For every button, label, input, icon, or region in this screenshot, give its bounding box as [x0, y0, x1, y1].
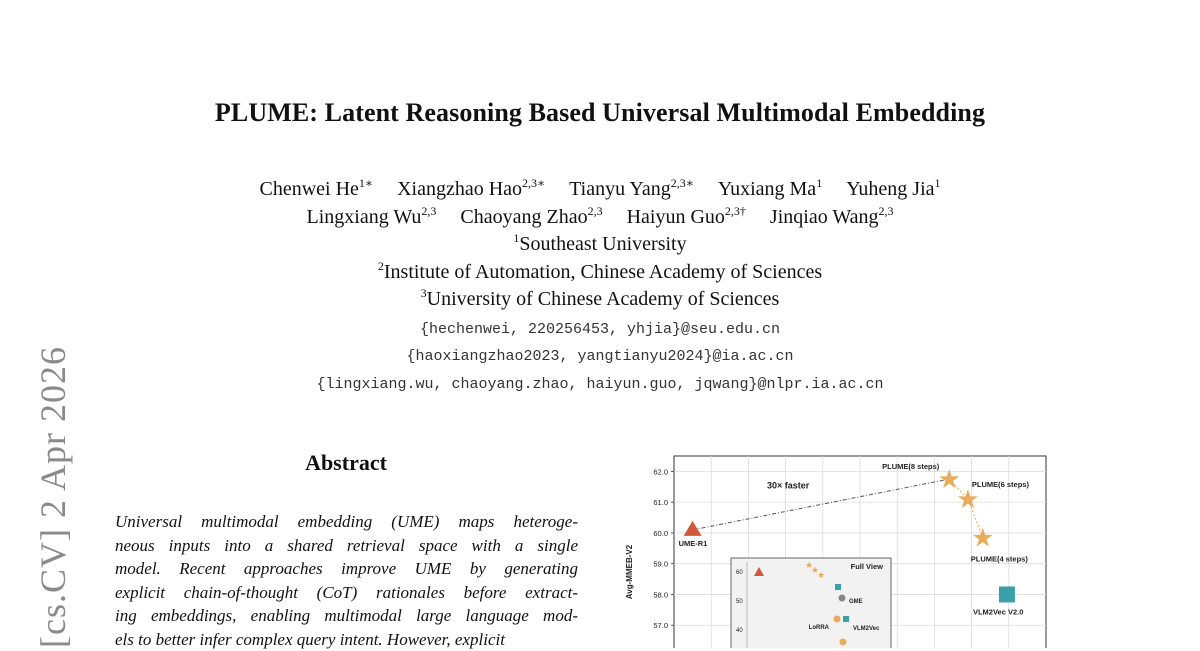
abstract-heading: Abstract	[200, 450, 492, 476]
point-label: PLUME(4 steps)	[971, 555, 1029, 564]
inset-title: Full View	[851, 562, 884, 571]
affiliation-3: $^3$University of Chinese Academy of Sciences	[0, 288, 1200, 311]
abstract-line: neous inputs into a shared retrieval space with a single	[115, 534, 578, 558]
author-name: Lingxiang Wu$^{2,3}$	[306, 206, 436, 228]
paper-title: PLUME: Latent Reasoning Based Universal Multimodal Embedding	[0, 98, 1200, 128]
inset-star-marker: ★	[811, 565, 819, 575]
affiliation-1: $^1$Southeast University	[0, 233, 1200, 256]
author-name: Chenwei $He^{1∗}$	[259, 178, 373, 200]
inset-square-marker	[835, 584, 841, 590]
y-tick-label: 60.0	[653, 529, 668, 538]
point-label: VLM2Vec V2.0	[973, 607, 1023, 616]
point-label: PLUME(8 steps)	[882, 462, 940, 471]
abstract-body	[115, 510, 578, 651]
y-tick-label: 61.0	[653, 498, 668, 507]
abstract-line: model. Recent approaches improve UME by generating	[115, 557, 578, 581]
abstract-line: els to better infer complex query intent. However, explicit	[115, 628, 578, 651]
author-name: Xiangzhao Hao$^{2,3∗}$	[397, 178, 545, 200]
author-name: Haiyun Guo$^{2,3\dagger}$	[627, 206, 746, 228]
arxiv-stamp: [cs.CV] 2 Apr 2026	[32, 346, 74, 648]
point-label: PLUME(6 steps)	[972, 480, 1030, 489]
inset-full-view	[731, 558, 891, 648]
y-axis	[653, 467, 674, 630]
author-name: Yuxiang Ma$^1$	[718, 178, 822, 200]
y-tick-label: 59.0	[653, 560, 668, 569]
authors-line-2	[0, 206, 1200, 229]
authors-line-1	[0, 178, 1200, 201]
inset-y-tick: 60	[736, 570, 743, 576]
inset-label: GME	[849, 599, 863, 605]
inset-label: LoRRA	[809, 625, 830, 631]
inset-circle-marker	[840, 639, 847, 646]
abstract-line: explicit chain-of-thought (CoT) rationales before extract-	[115, 581, 578, 605]
inset-circle-marker	[839, 595, 846, 602]
inset-square-marker	[843, 616, 849, 622]
square-marker	[999, 586, 1015, 602]
y-tick-label: 62.0	[653, 467, 668, 476]
inset-star-marker: ★	[805, 560, 813, 570]
star-marker: ★	[956, 485, 979, 515]
y-tick-label: 57.0	[653, 621, 668, 630]
affiliation-2: $^2$Institute of Automation, Chinese Academy of Sciences	[0, 261, 1200, 284]
y-tick-label: 58.0	[653, 590, 668, 599]
y-axis-label: Avg-MMEB-V2	[625, 544, 634, 599]
inset-label: VLM2Vec	[853, 626, 880, 632]
speedup-annotation: 30× faster	[767, 480, 810, 490]
star-marker: ★	[938, 465, 961, 495]
email-line-1: {hechenwei, 220256453, yhjia}@seu.edu.cn	[0, 321, 1200, 338]
author-name: Chaoyang Zhao$^{2,3}$	[460, 206, 602, 228]
author-name: Yuheng Jia$^1$	[846, 178, 940, 200]
author-name: Tianyu Yang$^{2,3∗}$	[569, 178, 694, 200]
email-line-2: {haoxiangzhao2023, yangtianyu2024}@ia.ac.cn	[0, 348, 1200, 365]
inset-star-marker: ★	[817, 570, 825, 580]
teaser-scatter-chart	[616, 452, 1056, 648]
star-marker: ★	[971, 524, 994, 554]
abstract-line: Universal multimodal embedding (UME) maps heteroge-	[115, 510, 578, 534]
email-line-3: {lingxiang.wu, chaoyang.zhao, haiyun.guo, jqwang}@nlpr.ia.ac.cn	[0, 376, 1200, 393]
inset-y-tick: 40	[736, 628, 743, 634]
inset-y-tick: 50	[736, 599, 743, 605]
inset-circle-marker	[834, 616, 841, 623]
abstract-line: ing embeddings, enabling multimodal large language mod-	[115, 604, 578, 628]
point-label: UME-R1	[679, 539, 708, 548]
author-name: Jinqiao Wang$^{2,3}$	[770, 206, 894, 228]
